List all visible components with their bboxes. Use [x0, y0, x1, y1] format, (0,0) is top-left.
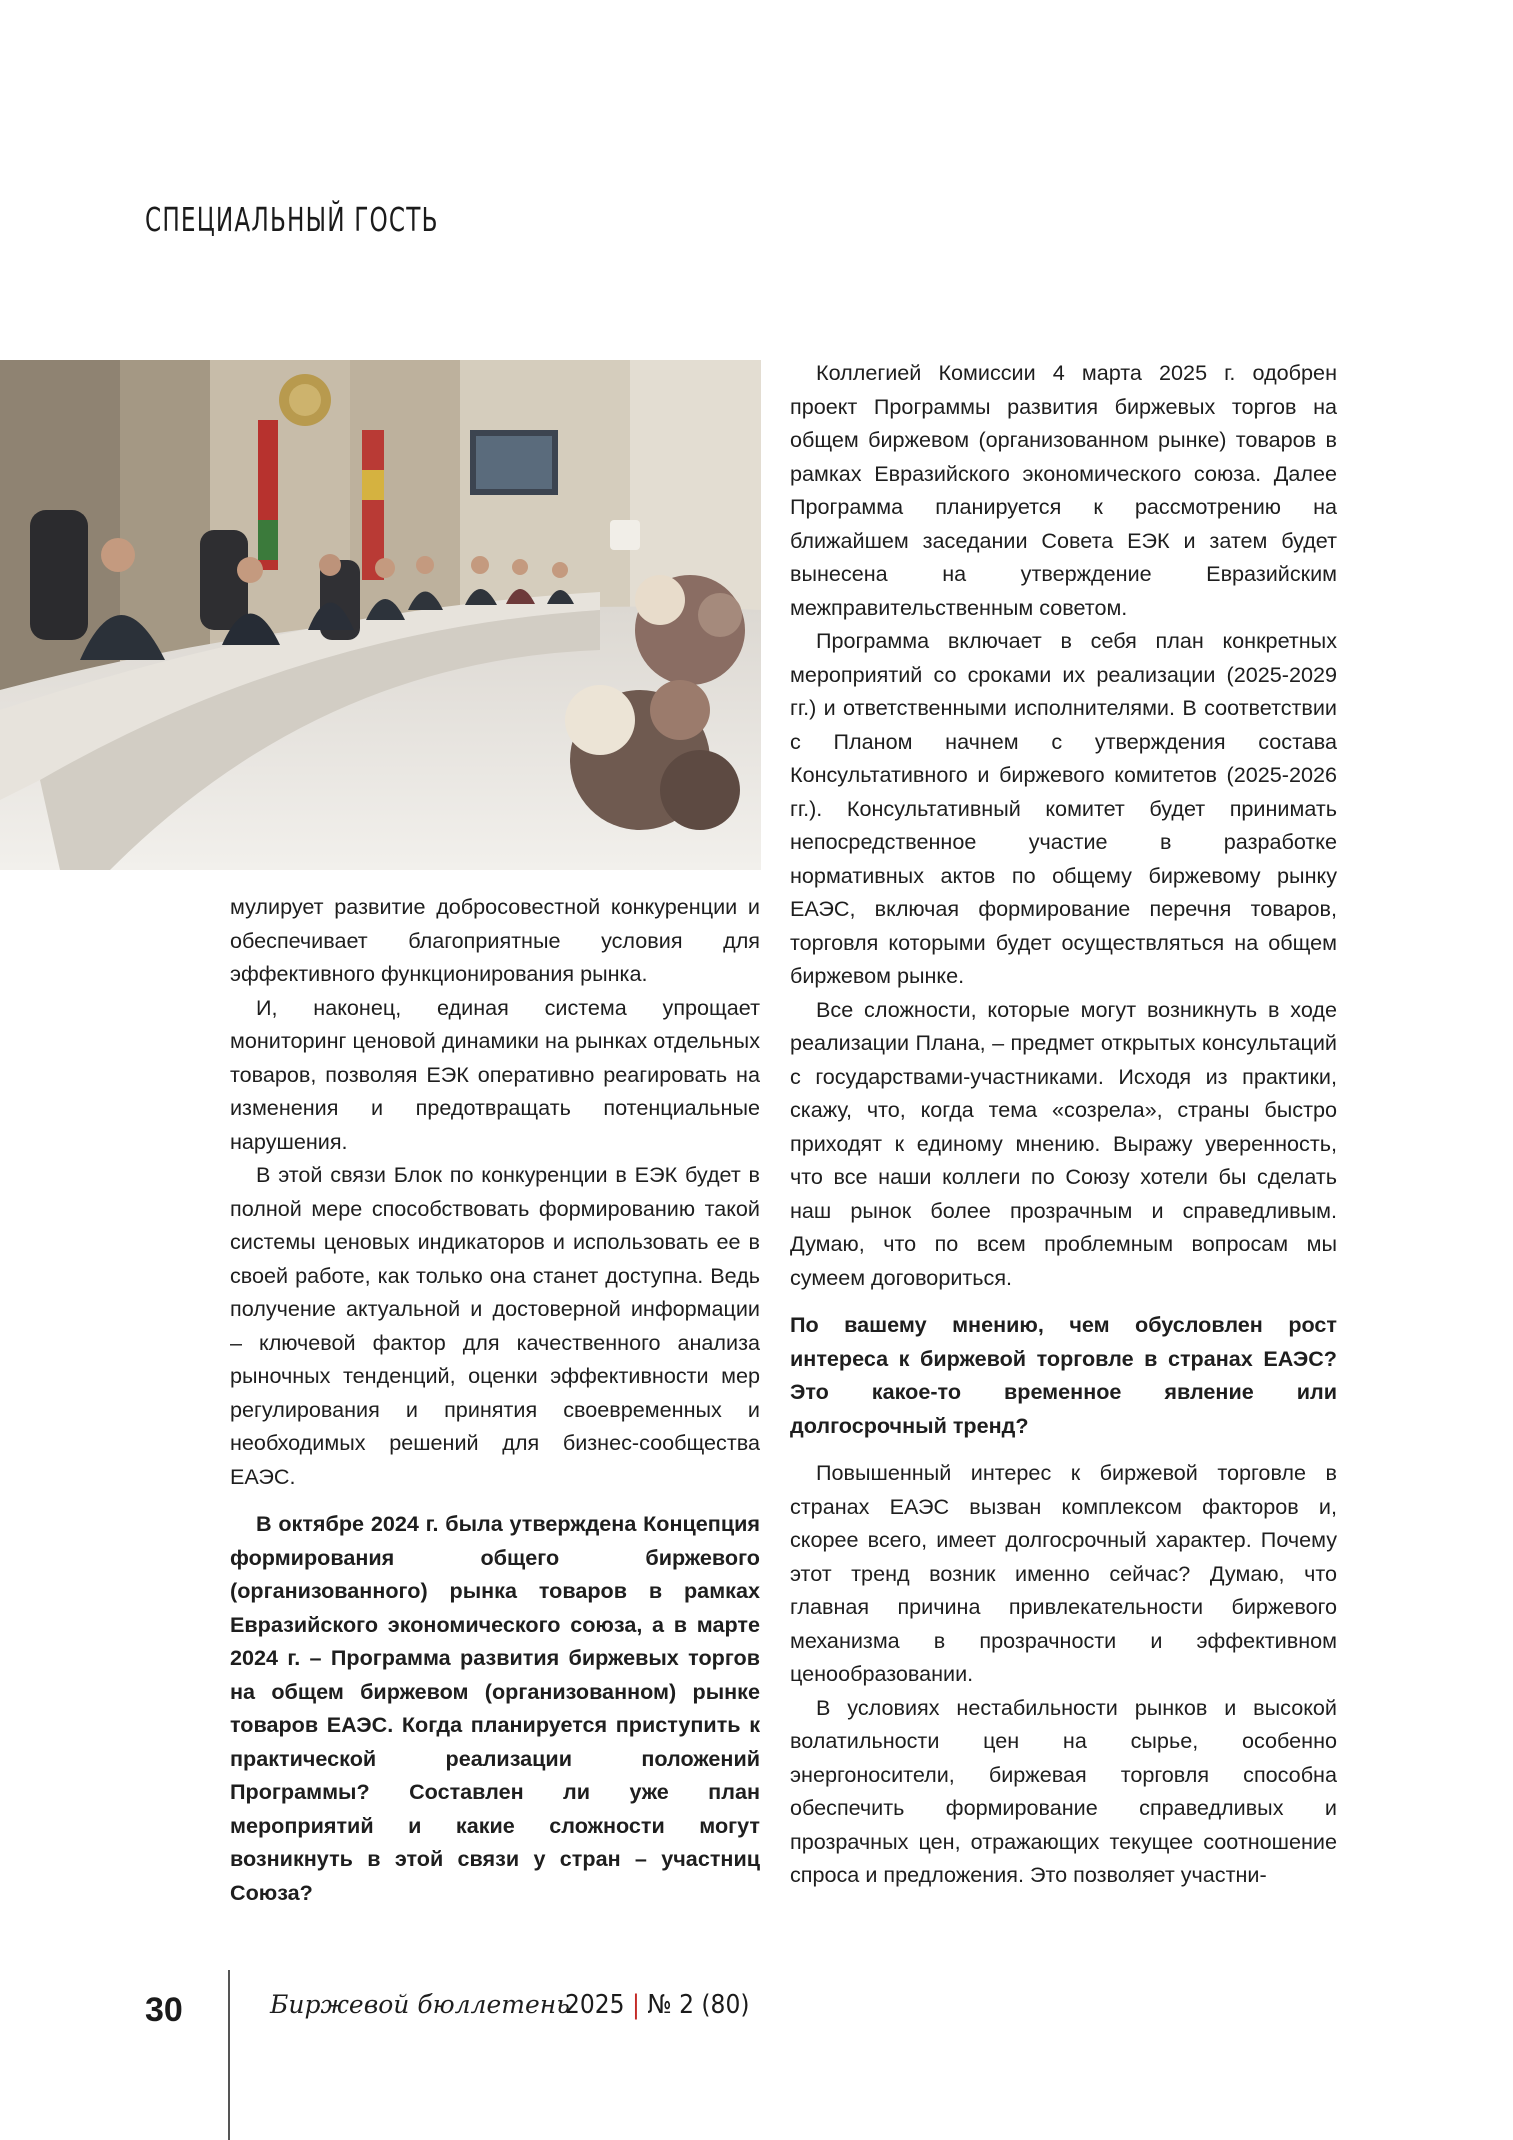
interview-question: В октябре 2024 г. была утверждена Концепция формирования общего биржевого (организованного) рынка товаров в рамках Евразийского экономического союза, а в марте 2024 г. – Программа развития биржевых торгов на общем биржевом (организованном) рынке товаров ЕАЭС. Когда планируется приступить к практической реализации положений Программы? Составлен ли уже план мероприятий и какие сложности могут возникнуть в этой связи у стран – участниц Союза?	[230, 1511, 760, 1905]
page-number: 30	[145, 1990, 183, 2029]
section-title: СПЕЦИАЛЬНЫЙ ГОСТЬ	[145, 200, 439, 239]
left-column	[230, 890, 760, 1923]
meeting-photo	[0, 360, 761, 870]
magazine-title: Биржевой бюллетень	[270, 1990, 570, 2019]
body-paragraph: Все сложности, которые могут возникнуть в ходе реализации Плана, – предмет открытых консультаций с государствами-участниками. Исходя из практики, скажу, что, когда тема «созрела», страны быстро приходят к единому мнению. Выражу уверенность, что все наши коллеги по Союзу хотели бы сделать наш рынок более прозрачным и справедливым. Думаю, что по всем проблемным вопросам мы сумеем договориться.	[790, 996, 1337, 1290]
body-paragraph: В этой связи Блок по конкуренции в ЕЭК будет в полной мере способствовать формированию такой системы ценовых индикаторов и использовать ее в своей работе, как только она станет доступна. Ведь получение актуальной и достоверной информации – ключевой фактор для качественного анализа рыночных тенденций, оценки эффективности мер регулирования и принятия своевременных и необходимых решений для бизнес-сообщества ЕАЭС.	[230, 1162, 760, 1489]
right-column	[790, 356, 1337, 1892]
issue-number: № 2 (80)	[647, 1990, 750, 2020]
issue-info	[565, 1990, 749, 2020]
body-paragraph: мулирует развитие добросовестной конкуренции и обеспечивает благоприятные условия для эффективного функционирования рынка.	[230, 894, 760, 986]
body-paragraph: Повышенный интерес к биржевой торговле в странах ЕАЭС вызван комплексом факторов и, скорее всего, имеет долгосрочный характер. Почему этот тренд возник именно сейчас? Думаю, что главная причина привлекательности биржевого механизма в прозрачности и эффективном ценообразовании.	[790, 1460, 1337, 1686]
body-paragraph: И, наконец, единая система упрощает мониторинг ценовой динамики на рынках отдельных товаров, позволяя ЕЭК оперативно реагировать на изменения и предотвращать потенциальные нарушения.	[230, 994, 760, 1154]
body-paragraph: В условиях нестабильности рынков и высокой волатильности цен на сырье, особенно энергоносители, биржевая торговля способна обеспечить формирование справедливых и прозрачных цен, отражающих текущее соотношение спроса и предложения. Это позволяет участни-	[790, 1694, 1337, 1887]
issue-year: 2025	[565, 1990, 625, 2020]
footer-divider	[228, 1970, 230, 2140]
body-paragraph: Коллегией Комиссии 4 марта 2025 г. одобрен проект Программы развития биржевых торгов на общем биржевом (организованном рынке) товаров в рамках Евразийского экономического союза. Далее Программа планируется к рассмотрению на ближайшем заседании Совета ЕЭК и затем будет вынесена на утверждение Евразийским межправительственным советом.	[790, 360, 1337, 620]
page-footer	[145, 1990, 215, 2030]
interview-question: По вашему мнению, чем обусловлен рост интереса к биржевой торговле в странах ЕАЭС? Это какое-то временное явление или долгосрочный тренд?	[790, 1312, 1337, 1438]
body-paragraph: Программа включает в себя план конкретных мероприятий со сроками их реализации (2025-2029 гг.) и ответственными исполнителями. В соответствии с Планом начнем с утверждения состава Консультативного и биржевого комитетов (2025-2026 гг.). Консультативный комитет будет принимать непосредственное участие в разработке нормативных актов по общему биржевому рынку ЕАЭС, включая формирование перечня товаров, торговля которыми будет осуществляться на общем биржевом рынке.	[790, 628, 1337, 988]
issue-separator: |	[631, 1990, 640, 2020]
